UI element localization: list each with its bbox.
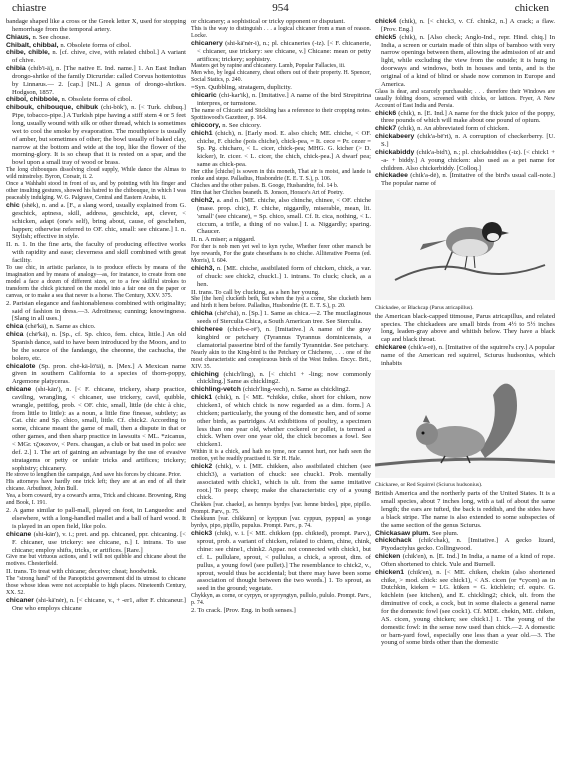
dictionary-entry — [375, 18, 555, 34]
quotation: Men who, by legal chicanery, cheat others out of their property. H. Spencer, Social Statics, p. 240. — [191, 70, 371, 84]
definition: 2. A game similar to pall-mall, played on foot, in Languedoc and elsewhere, with a long-handled mallet and a ball of hard wood. It is played in an open field, like polo. — [6, 507, 186, 531]
quotation: Her cithe [chiche] is sowen in this moneth, That air is moist, and lande is ronke and stepe. Palladius, Husbondrie (E. E. T. S.), p. 106. — [191, 168, 371, 182]
quotation: The long chibouques dissolving cloud supply, While dance the Almas to wild minstrelsy. Byron, Corsair, ii. 2. — [6, 167, 186, 181]
dictionary-entry — [191, 18, 371, 26]
definition: (chich), n. [Early mod. E. also chich; ME. chiche, < OF. chiche, F. chiche (pois chiche), chick-pea, = It. cece = Pr. cezer = Sp. Pg. chicharo, < L. cicer, chick-pea; MHG. G. kicher (> D. kicker), Ir. cicer. < L. cicer, the chich, chick-pea.] A dwarf pea; same as chick-pea. — [197, 129, 371, 169]
headword: Chibalt, chibbal, — [6, 41, 61, 49]
dictionary-entry — [6, 34, 186, 42]
definition: II. n. 1. In the fine arts, the faculty of producing effective works with rapidity and ease; cleverness and skill combined with great facility. — [6, 241, 186, 264]
headword: chicha — [191, 310, 215, 318]
dictionary-entry — [6, 363, 186, 387]
quotation: Within it is a chick, and hath no tyme, nor cannot hurt, nor hath seen the motion, yet he readily practised it. Sir H. Hale. — [191, 449, 371, 463]
dictionary-entry — [375, 149, 555, 173]
definition: bandage shaped like a cross or the Greek letter X, used for stopping hemorrhage from the temporal artery. — [6, 18, 186, 33]
column-3-top — [375, 18, 555, 188]
headword: chiching — [191, 370, 224, 378]
dictionary-entry — [191, 386, 371, 394]
headword: chica — [6, 331, 27, 339]
headword: chick4 — [375, 18, 400, 25]
headword: chibol, chibbole, — [6, 96, 62, 104]
chickadee-illustration — [375, 190, 555, 300]
definition: a. and n. [ME. chiche, also chinche, chinee, < OF. chiche (mase. prop. chic), F. chiche, niggardly, miserable, mean, lit. 'small' (see chicane), = Sp. chico, small. Cf. It. cica, nothing, < L. ciccum, a trifle, a thing of no value.] I. a. Niggardly; sparing. Chaucer. — [197, 196, 371, 236]
dictionary-entry — [191, 40, 371, 64]
definition: n. See chouse. — [32, 33, 71, 41]
dictionary-entry — [191, 236, 371, 244]
dictionary-entry — [191, 289, 371, 297]
headword: chick7 — [375, 125, 399, 133]
definition: =Syn. Quibbling, stratagem, duplicity. — [191, 84, 292, 92]
headword: chicheree — [191, 326, 228, 334]
dictionary-entry — [191, 310, 371, 326]
definition: (chē'kä), n. Same as chico. — [25, 323, 96, 331]
dictionary-entry — [375, 34, 555, 89]
definition: See plum. — [432, 529, 459, 537]
column-3-bottom — [375, 490, 555, 647]
headword: chicaner — [6, 597, 37, 605]
headword: chicane — [6, 530, 34, 538]
dictionary-entry — [6, 300, 186, 324]
definition: (chik'a-bē'ri), n. A corruption of checkerberry. [U. S.] — [381, 133, 555, 148]
chickaree-caption: Chickaree, or Red Squirrel (Sciurus hudsonius). — [375, 482, 483, 489]
definition: or chicanery; a sophistical or tricky opponent or disputant. — [191, 18, 345, 25]
dictionary-entry — [6, 49, 186, 65]
headword: chicken — [375, 553, 403, 561]
dictionary-entry — [191, 530, 371, 593]
definition: (shi-kān'), v. i.; pret. and pp. chicaned, ppr. chicaning. [< F. chicaner, use trickery: see chicane, n.] I. intrans. To use chicane; employ shifts, tricks, or artifices. [Rare.] — [12, 530, 186, 554]
definition: 2. To crack. [Prov. Eng. in both senses.] — [191, 607, 296, 615]
quotation: Chekkunn [var. chikkunn] or kyrppun [var. cyppun, pyppun] as yonge byrdys, pipo, pipillo, pupulus. Prompt. Parv., p. 74. — [191, 516, 371, 530]
headword: chich2, — [191, 196, 217, 204]
definition: (chik), n. [< ME. *chikke, chike, short for chiken, now chicken1, of which chick is now regarded as a dim. form.] A chicken; particularly, the young of the domestic hen, and of some other birds, as partridges. At exhibitions of poultry, a specimen less than one year old, whether cockerel or pullet, is termed a chick. When over one year old, the chick becomes a fowl. See chicken1. — [197, 394, 371, 449]
definition: n. [cf. chive, cive, with related chibol.] A variant of chive. — [12, 49, 186, 65]
quotation: Once a Wahhabi stood in front of us, and by pointing with his finger and other insulting gestures, showed his hatred to the chibouque, in which I was peaceably indulging. W. G. Palgrave, Central and Eastern Arabia, ii. — [6, 181, 186, 202]
headword: chicane — [6, 386, 36, 394]
definition: the American black-capped titmouse, Parus atricapillus, and related species. The chickadees are small birds from 4½ to 5½ inches long, leaden-gray above and whitish below. They have a black cap and black throat. — [375, 312, 555, 344]
dictionary-entry — [191, 607, 371, 615]
definition: (chik), n. [E. Ind.] A name for the thick juice of the poppy, three pounds of which will make about one pound of opium. — [381, 109, 555, 125]
dictionary-entry — [6, 104, 186, 167]
definition: (shi-kān'), n. [< F. chicane, trickery, sharp practice, caviling, wrangling, < chicaner, use trickery, cavil, quibble, wrangle, pettifog, prob. < OF. chic, small, little (de chic à chic, from little to little): as a noun, a little fine finesse, subtlety; as Cat. chic and Sp. chico, small, little. Cf. chick2. According to some, chicane meant the game of mall, then a dispute in that or other games, and then sharp practice in lawsuits < ML. *zicanus, < MGr. τζυκανον, < Pers. chaugan, a club or bat used in polo: see def. 2.] 1. The art of gaining an advantage by the use of evasive stratagems or petty or unfair tricks and artifices; trickery; sophistry; chicanery. — [12, 386, 186, 472]
definition: (chik), n. [< chick3, v. Cf. chink2, n.] A crack; a flaw. [Prov. Eng.] — [381, 18, 555, 33]
dictionary-entry — [375, 313, 555, 344]
definition: (chik'a-bid'i), n.; pl. chickabiddies (-iz). [< chick1 + -a- + biddy.] A young chicken: also used as a pet name for children. Also chickerbiddy. [Colloq.] — [381, 148, 555, 172]
quotation: The "strong hand" of the Panopticist government did its utmost to chicane those whose ideas were not acceptable to high places. Nineteenth Century, XX. 52. — [6, 576, 186, 597]
header-right-guideword: chicken — [514, 2, 549, 14]
headword: chiccory, — [191, 121, 223, 129]
headword: chibe, chible, — [6, 49, 53, 57]
definition: (chi-bök'), n. [< Turk. chibuq.] Pipe, tobacco-pipe.] A Turkish pipe having a stiff stem 4 or 5 feet long, usually wound with silk or other thread, which is sometimes wet to cool the smoke by evaporation. The mouthpiece is usually of amber, but sometimes of other; the bowl usually of baked clay, narrow at the bottom and wide at the top, like the flower of the morning-glory. It is so cheap that it is rested on a spar, and the bowl upon a small tray of wood or brass. — [12, 104, 186, 167]
dictionary-entry — [191, 130, 371, 169]
dictionary-entry — [6, 597, 186, 613]
quotation: Masters get by rapine and chicanery. Lamb, Popular Fallacies, iii. — [191, 63, 346, 70]
dictionary-entry — [6, 331, 186, 362]
quotation: She [the hen] clucketh beth, but when the iyst a corne, She clucketh hem and hirth it hem before. Palladius, Husbondrie (E. E. T. S.), p. 20. — [191, 296, 371, 310]
dictionary-entry — [191, 92, 371, 108]
definition: (shēk), n. and a. [F., a slang word, usually explained from G. geschick, aptness, skill, address, geschickt, apt, clever, < schicken, adapt (one's self), bring about, cause, of geschehen, happen; otherwise referred to OF. chic, small: see chicane.] I. n. Stylish; effective in style. — [12, 202, 186, 241]
definition: n. [ME. chiche, assibilated form of chicken, chick, a var. of chuck: see chick2, chuck1.] 1. intrans. To cluck; cluck, as a hen. — [197, 265, 371, 288]
page-header — [8, 2, 553, 16]
dictionary-entry — [191, 463, 371, 502]
definition: n. See chicory. — [222, 121, 261, 129]
definition: n. Obsolete forms of cibol. — [60, 41, 132, 49]
headword: chibia — [6, 65, 29, 73]
quotation: He strove to lengthen the campaign, And save his forces by chicane. Prior. — [6, 472, 182, 479]
chickadee-caption: Chickadee, or Blackcap (Parus atricapillus). — [375, 304, 474, 311]
dictionary-entry — [191, 122, 371, 130]
dictionary-entry — [375, 344, 555, 368]
dictionary-entry — [375, 125, 555, 133]
headword: chica — [6, 323, 26, 331]
headword: Chiaus, — [6, 33, 33, 41]
definition: (shi-kā'nėr-i), n.; pl. chicaneries (-iz). [< F. chicanerie, < chicaner, use trickery: see chicane, v.] Chicane: mean or petty artifices; trickery; sophistry. — [197, 39, 371, 63]
dictionary-entry — [375, 530, 555, 538]
dictionary-entry — [6, 96, 186, 104]
quotation: To use chic, in artistic parlance, is to produce effects by means of the imagination and by means of analogy—as, for instance, to create from one model a face a dozen of different sizes, or to a few skillful strokes to transform the chick pictured on the model into a fair one on the paper or canvas, or to make a sea that never is a horse. The Century, XXV. 375. — [6, 264, 186, 299]
quotation: Chekkes [var. chaeke], as hennys byrdys [var. henne birdes], pipe, pipillo. Prompt. Parv., p. 75. — [191, 502, 371, 516]
definition: (chik), v. i. [ME. chikken, also assibilated chichen (see chich3), a variation of chuck: see chuck1. Prob. mentally associated with chick1, which is ult. from the same imitative root.] To peep; cheep; make the characteristic cry of a young chick. — [197, 463, 371, 502]
dictionary-entry — [375, 110, 555, 126]
dictionary-entry — [375, 569, 555, 647]
headword: chicken1 — [375, 568, 408, 576]
definition: (chik'a-dē), n. [Imitative of the bird's usual call-note.] The popular name of — [381, 172, 555, 188]
dictionary-entry — [6, 386, 186, 472]
definition: (chi-kar'ik), n. [Imitative.] A name of the bird Strepitrina interpres, or turnstone. — [197, 92, 371, 108]
dictionary-entry — [6, 241, 186, 265]
dictionary-entry — [6, 323, 186, 331]
dictionary-entry — [6, 202, 186, 241]
quotation: His attorneys have hardly one trick left; they are at an end of all their chicane. Arbuthnot, John Bull. — [6, 479, 186, 493]
headword: chibouk, chibouque, chibuk — [6, 104, 101, 112]
definition: (chik), v. i. [< ME. chikken (pp. chikted), prompt. Parv.), sprout, prob. a variant of chicken, related to chiem, chine, chink, chine: see chine1, chink2. Appar. not connected with chick1, but cf. L. pullulare, sprout, < pullulus, a chick, a sprout, dim. of pullus, a young fowl (see pullet).] The resemblance to chick2, v., sprout, would thus be accidental; but there may have been some association of thought between the two words.] 1. To sprout, as seed in the ground; vegetate. — [197, 530, 371, 593]
definition: II. trans. To treat with chicane; deceive; cheat; hoodwink. — [6, 568, 158, 576]
dictionary-entry — [191, 394, 371, 449]
column-3 — [375, 18, 555, 776]
headword: chickabeery — [375, 133, 418, 141]
headword: chic — [6, 202, 22, 210]
dictionary-entry — [6, 18, 186, 34]
definition: (chik), n. An abbreviated form of chicken. — [398, 125, 510, 133]
quotation: Glass is dear, and scarcely purchasable; . . . therefore their Windows are usually folding doors, screened with chicks, or lattices. Fryer, A New Account of East India and Persia. — [375, 88, 555, 109]
dictionary-entry — [375, 133, 555, 149]
definition: (chik'en), n. [E. Ind.] In India, a name of a kind of rope. Often shortened to chick. Yule and Burnell. — [381, 553, 555, 568]
dictionary-entry — [191, 326, 371, 350]
quotation: Yea, a born coward, try a coward's arms, Trick and chicane. Browning, Ring and Book, I. 191. — [6, 493, 186, 507]
definition: (chik'en), n. [< ME. chiken, chekin (also shortened chike, > mod. chick: see chick1), < AS. cicen (or *cycen) as in Dutchkin, kieken = LG. küken = G. küchlein; cf. equiv. G. küchlein (see kitchen), and E. chickling2; chick, ult. from the diminutive of cock, a cock, but in some dialects a general name for the domestic fowl (see cock1). Cf. MDE. chekin, ME. chiken, AS. cicen, young chicken; see chick1.] 1. The young of the domestic fowl: in the sense now used than chick.—2. A domestic or barn-yard fowl, especially one less than a year old.—3. The young of some birds other than the domestic — [381, 568, 555, 647]
header-left-guideword: chiastre — [12, 2, 47, 14]
dictionary-entry — [375, 553, 555, 569]
headword: chicalote — [6, 362, 40, 370]
quotation: Chykkyn, as corne, or cyrpyn, or spyryngtyn, pullulo, pululo. Prompt. Parv., p. 74. — [191, 593, 371, 607]
headword: chick2 — [191, 463, 216, 471]
dictionary-entry — [6, 531, 186, 555]
headword: chich1 — [191, 129, 216, 137]
dictionary-entry — [6, 65, 186, 96]
dictionary-entry — [375, 172, 555, 188]
definition: II. trans. To call by clucking, as a hen her young. — [191, 288, 320, 296]
definition: (chich'ling), n. [< chich1 + -ling; now commonly chickling.] Same as chickling2. — [197, 370, 371, 386]
definition: (chē'kä), n. [Sp., cf. Sp. chico, fem. chica, little.] An old Spanish dance, said to have been introduced by the Moors, and to be the source of the fandango, the cheonne, the cachucha, the bolero, etc. — [12, 331, 186, 362]
dictionary-entry — [191, 371, 371, 387]
quotation: This is the way to distinguish . . . a logical chicaner from a man of reason. Locke. — [191, 25, 371, 39]
dictionary-entry — [6, 42, 186, 50]
definition: (Sp. pron. chē-kä-lō'tā), n. [Mex.] A Mexican name given in southern California to a species of thorn-poppy, Argemone platyceras. — [12, 362, 186, 386]
dictionary-entry — [375, 490, 555, 529]
definition: (chib'i-ä), n. [The native E. Ind. name.] 1. An East Indian drongo-shrike of the family Dicruridæ: called Corvus hottentottus by Linnæus.— 2. [cap.] [NL.] A genus of drongo-shrikes. Hodgson, 1857. — [12, 65, 186, 96]
definition: (shi-kā'nėr), n. [< chicane, v., + -er1, after F. chicaneur.] One who employs chicane — [12, 597, 186, 613]
definition: II. n. A miser; a niggard. — [191, 236, 256, 244]
headword: chicaric — [191, 92, 219, 100]
headword: Chickasaw plum. — [375, 529, 433, 537]
page-number: 954 — [272, 2, 289, 14]
headword: chickaree — [375, 344, 409, 352]
definition: n. Obsolete forms of cibol. — [61, 96, 133, 104]
headword: chickadee — [375, 172, 411, 180]
headword: chich3, — [191, 265, 217, 273]
definition: (chich-e-rē'), n. [Imitative.] A name of the gray kingbird or petchary (Tyrannus Tyrannus dominicensis, a clamatorial passerine bird of the family Tyrannidæ. See petchary. — [197, 326, 371, 349]
column-3-middle — [375, 313, 555, 368]
definition: (chik), n. [Also check; Anglo-Ind., repr. Hind. chiq.] In India, a screen or curtain made of thin slips of bamboo with very narrow openings between them, allowing the admission of air and light, while excluding the view from the outside; it is hung in doorways and windows, both in houses and tents, and is the original of a kind of blind or shade now common in Europe and America. — [381, 33, 555, 88]
definition: British America and the northerly parts of the United States. It is a small species, about 7 inches long, with a tail of about the same length; the ears are tufted, the back is reddish, and the sides have a black stripe. The name is also extended to some subspecies of the same section of the genus Sciurus. — [375, 490, 555, 529]
headword: chick6 — [375, 109, 399, 117]
headword: chicanery — [191, 39, 226, 47]
dictionary-entry — [375, 537, 555, 553]
quotation: Him that her Chiches beaneth. B. Jonson, Horace's Art of Poetry. — [191, 189, 344, 196]
quotation: For ther is nob men yet wel to kyn ryche, Whether ferer other marsch be hye rewards, For the grate chesethans is no chiche. Alliterative Poems (ed. Morris), I. 604. — [191, 244, 371, 265]
quotation: Chiches and the other pulses. B. Googe, Husbandrie, fol. 14 b. — [191, 182, 339, 189]
headword: chickabiddy — [375, 148, 417, 156]
headword: chickchack — [375, 537, 419, 545]
quotation: Nearly akin to the King-bird is the Petchary or Chicheree, . . . one of the most characteristic and conspicuous birds of the West Indies. Encyc. Brit., XIV. 35. — [191, 349, 371, 370]
headword: chick3 — [191, 530, 215, 538]
dictionary-entry — [191, 197, 371, 236]
definition: (chik'a-rē), n. [Imitative of the squirrel's cry.] A popular name of the American red squirrel, Sciurus hudsonius, which inhabits — [381, 344, 555, 367]
headword: chick5 — [375, 33, 400, 41]
headword: chick1 — [191, 394, 216, 402]
definition: (chich'ling-vech), n. Same as chickling2. — [242, 386, 351, 394]
definition: (chē'chä), n. [Sp.] 1. Same as chica.—2. The mucilaginous seeds of Sterculia Chica, a South American tree. See Sterculia. — [197, 310, 371, 326]
definition: 2. Parisian elegance and fashionableness combined with originality; said of fashion in dress.—3. Adroitness; cunning; knowingness. [Slang in all uses.] — [6, 299, 186, 323]
column-2 — [191, 18, 371, 776]
column-1 — [6, 18, 186, 776]
dictionary-entry — [6, 507, 186, 531]
dictionary-entry — [191, 84, 371, 92]
dictionary-entry — [191, 265, 371, 289]
definition: (chik'chak), n. [Imitative.] A gecko lizard, Ptyodactylus gecko. Collingwood. — [381, 537, 555, 553]
quotation: Give me but virtuous actions, and I will not quibble and chicane about the motives. Chesterfield. — [6, 554, 186, 568]
headword: chichling-vetch — [191, 386, 243, 394]
chickaree-illustration — [375, 370, 555, 478]
quotation: The name of Chicaric and Stickling has a reference to their cropping notes. Spottiswood's Gazetteer, p. 164. — [191, 107, 371, 121]
